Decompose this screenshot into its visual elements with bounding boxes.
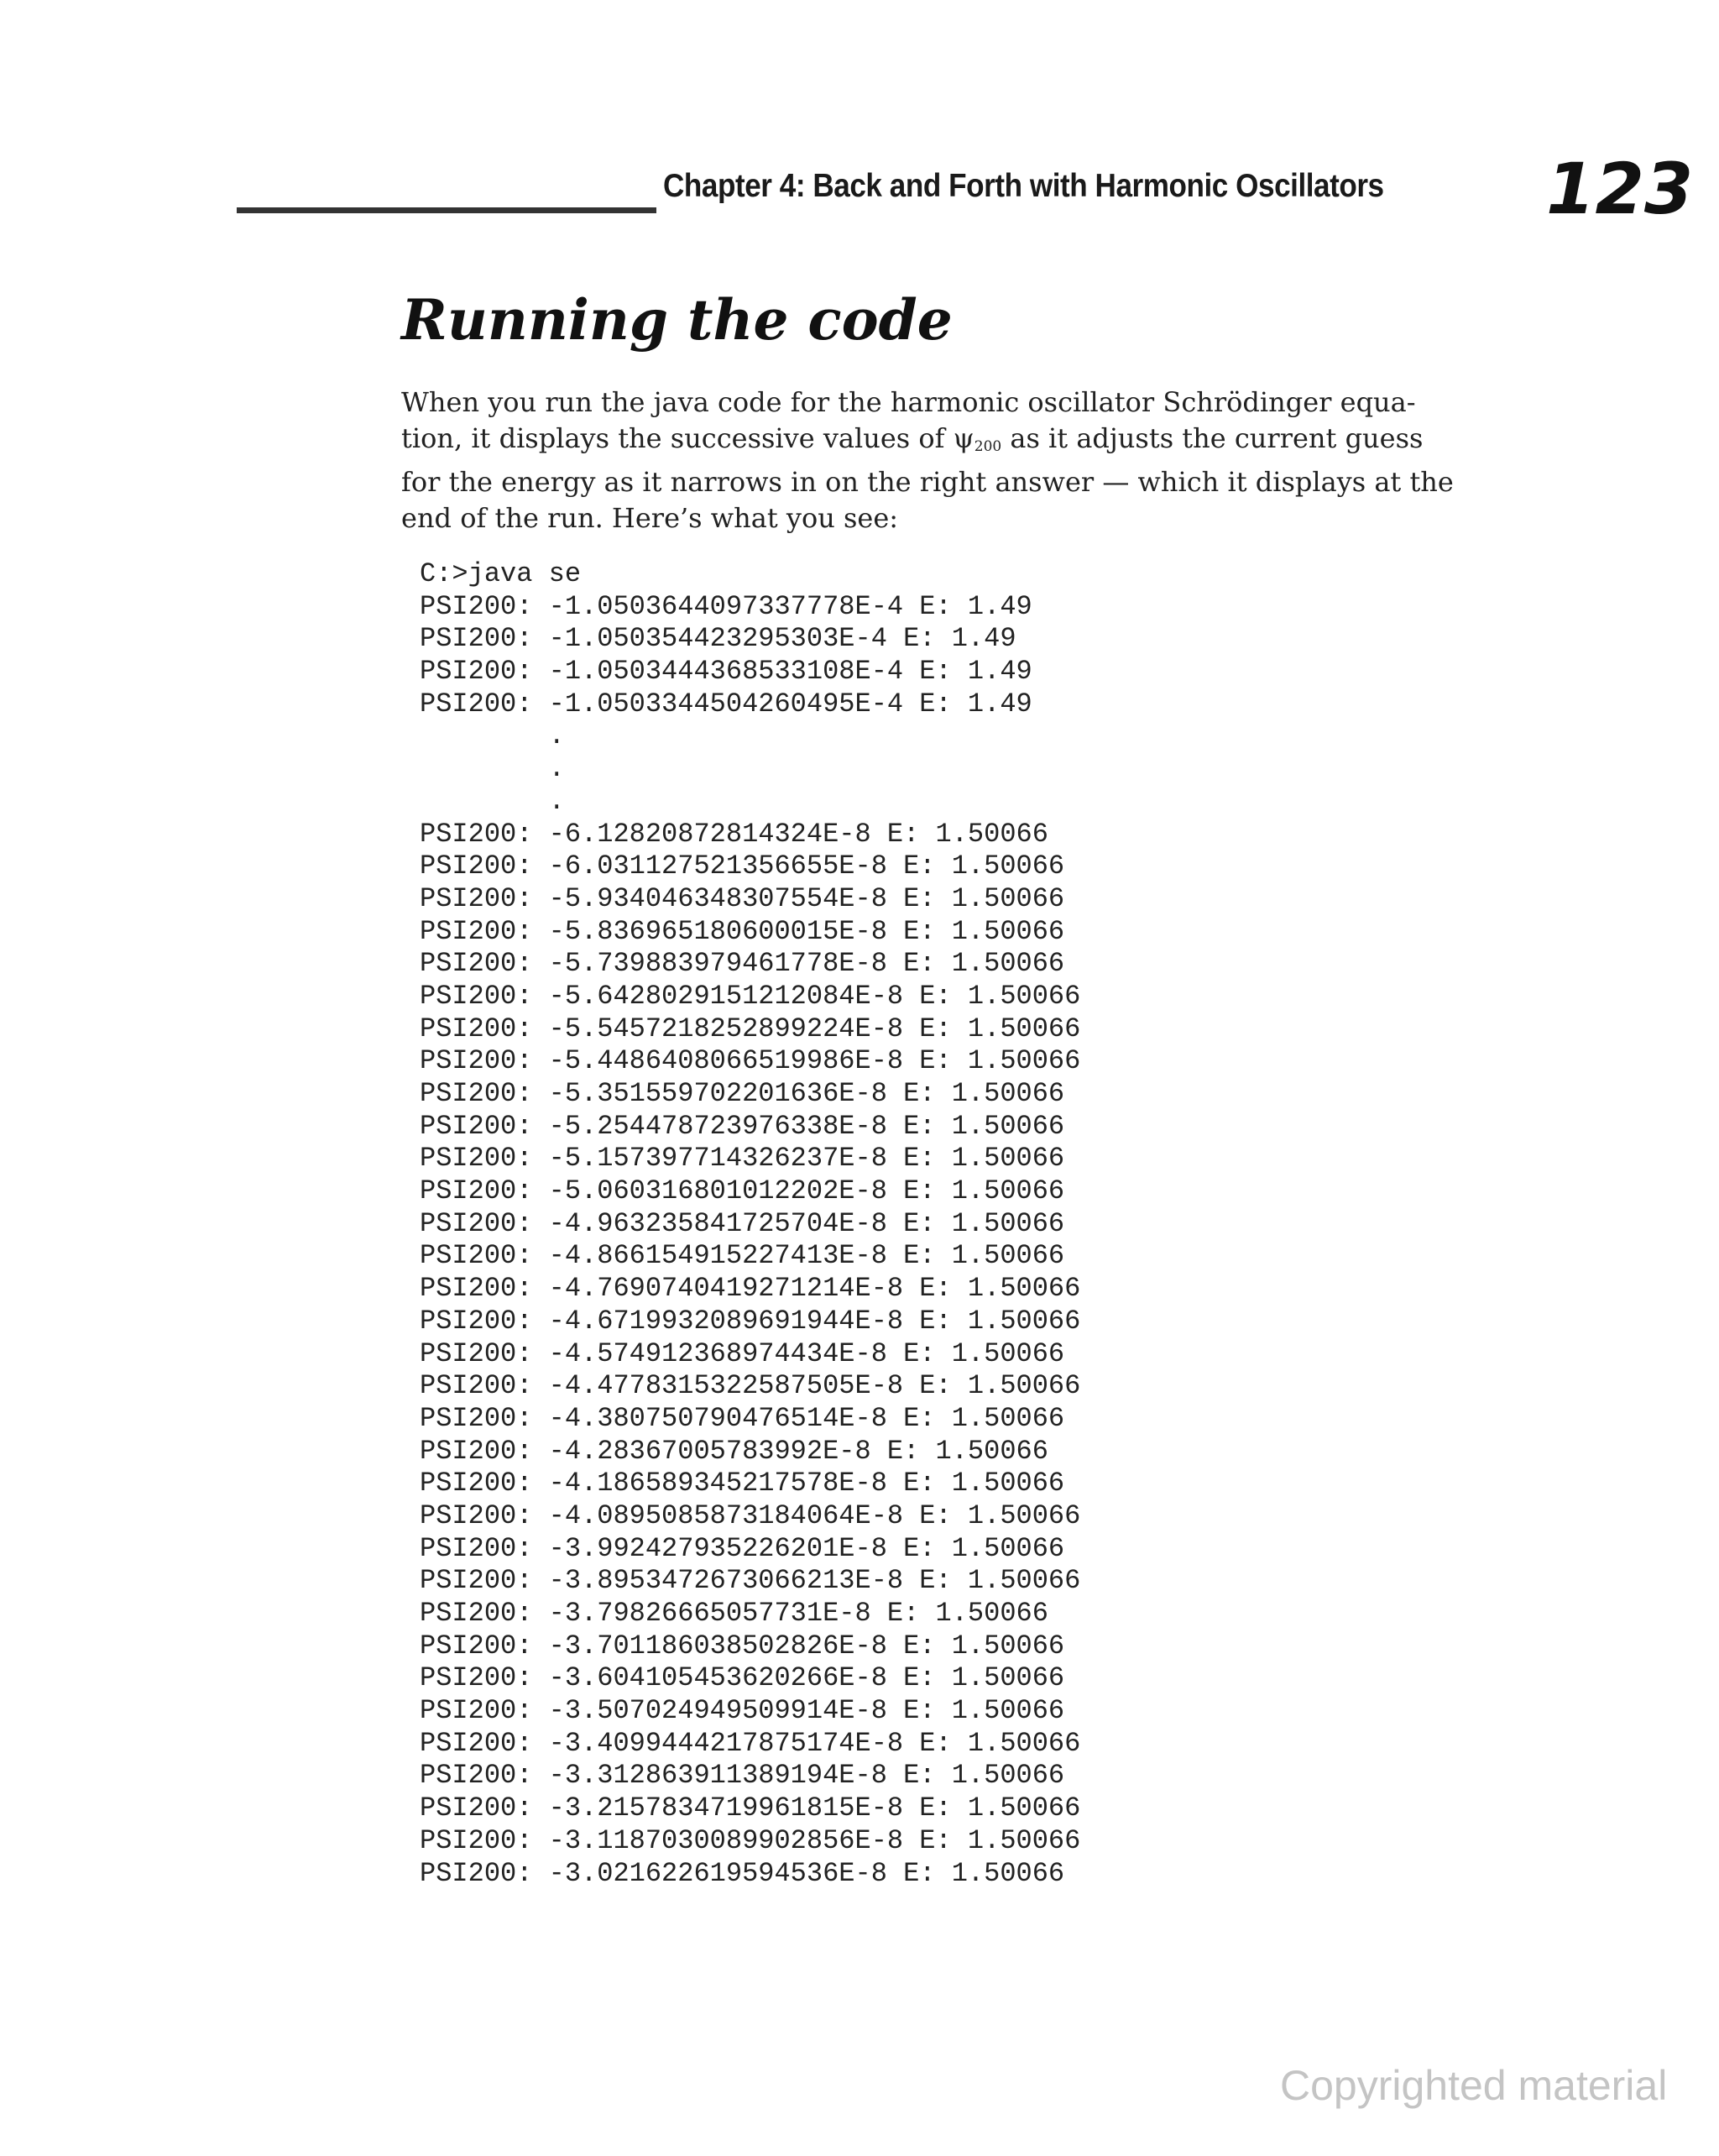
code-line: PSI200: -3.312863911389194E-8 E: 1.50066 <box>420 1760 1065 1792</box>
section-title: Running the code <box>401 287 953 353</box>
code-line: PSI200: -4.0895085873184064E-8 E: 1.50066 <box>420 1499 1081 1531</box>
code-line: PSI200: -3.79826665057731E-8 E: 1.50066 <box>420 1598 1048 1629</box>
code-line: PSI200: -3.021622619594536E-8 E: 1.50066 <box>420 1857 1065 1889</box>
code-line: PSI200: -5.6428029151212084E-8 E: 1.50066 <box>420 980 1081 1012</box>
code-line: PSI200: -1.0503644097337778E-4 E: 1.49 <box>420 590 1032 622</box>
code-line: PSI200: -3.604105453620266E-8 E: 1.50066 <box>420 1662 1065 1694</box>
code-line: PSI200: -3.992427935226201E-8 E: 1.50066 <box>420 1532 1065 1564</box>
code-line: PSI200: -4.574912368974434E-8 E: 1.50066 <box>420 1337 1065 1369</box>
code-line: PSI200: -5.157397714326237E-8 E: 1.50066 <box>420 1143 1065 1175</box>
code-line: PSI200: -6.031127521356655E-8 E: 1.50066 <box>420 850 1065 882</box>
code-line: . <box>420 753 565 785</box>
code-line: PSI200: -4.186589345217578E-8 E: 1.50066 <box>420 1468 1065 1499</box>
code-line: PSI200: -1.0503344504260495E-4 E: 1.49 <box>420 688 1032 720</box>
header-rule <box>237 207 656 213</box>
code-line: PSI200: -4.28367005783992E-8 E: 1.50066 <box>420 1435 1048 1467</box>
code-line: PSI200: -4.6719932089691944E-8 E: 1.50066 <box>420 1305 1081 1337</box>
running-head: Chapter 4: Back and Forth with Harmonic Oscillators <box>663 168 1384 204</box>
copyright-watermark: Copyrighted material <box>1280 2062 1668 2109</box>
psi-subscript: 200 <box>974 437 1002 455</box>
code-line: . <box>420 720 565 752</box>
code-line: PSI200: -3.8953472673066213E-8 E: 1.50066 <box>420 1565 1081 1597</box>
code-line: PSI200: -4.866154915227413E-8 E: 1.50066 <box>420 1240 1065 1272</box>
code-output-listing <box>420 558 1080 1890</box>
code-line: PSI200: -5.351559702201636E-8 E: 1.50066 <box>420 1078 1065 1109</box>
code-line: PSI200: -5.5457218252899224E-8 E: 1.50066 <box>420 1013 1081 1044</box>
intro-line <box>401 421 1492 465</box>
code-line: PSI200: -5.934046348307554E-8 E: 1.50066 <box>420 882 1065 914</box>
code-line: . <box>420 785 565 817</box>
code-line: PSI200: -5.836965180600015E-8 E: 1.50066 <box>420 915 1065 947</box>
code-line: PSI200: -4.963235841725704E-8 E: 1.50066 <box>420 1207 1065 1239</box>
code-line: PSI200: -1.050354423295303E-4 E: 1.49 <box>420 623 1016 655</box>
code-line: PSI200: -3.4099444217875174E-8 E: 1.50066 <box>420 1727 1081 1759</box>
code-line: PSI200: -5.739883979461778E-8 E: 1.50066 <box>420 948 1065 980</box>
code-line: PSI200: -4.380750790476514E-8 E: 1.50066 <box>420 1402 1065 1434</box>
intro-line: When you run the java code for the harmonic oscillator Schrödinger equa- <box>401 386 1416 418</box>
code-line: C:>java se <box>420 558 582 589</box>
intro-line: for the energy as it narrows in on the right answer — which it displays at the <box>401 466 1454 498</box>
page-number: 123 <box>1546 148 1694 230</box>
intro-paragraph <box>401 385 1492 536</box>
code-line: PSI200: -1.0503444368533108E-4 E: 1.49 <box>420 656 1032 688</box>
code-line: PSI200: -3.507024949509914E-8 E: 1.50066 <box>420 1695 1065 1727</box>
code-line: PSI200: -3.2157834719961815E-8 E: 1.50066 <box>420 1792 1081 1824</box>
intro-text: as it adjusts the current guess <box>1001 421 1424 454</box>
intro-line: end of the run. Here’s what you see: <box>401 501 899 534</box>
code-line: PSI200: -5.4486408066519986E-8 E: 1.50066 <box>420 1045 1081 1077</box>
code-line: PSI200: -3.701186038502826E-8 E: 1.50066 <box>420 1630 1065 1661</box>
code-line: PSI200: -3.1187030089902856E-8 E: 1.50066 <box>420 1824 1081 1856</box>
intro-text: tion, it displays the successive values of ψ <box>401 421 974 454</box>
code-line: PSI200: -5.060316801012202E-8 E: 1.50066 <box>420 1175 1065 1207</box>
code-line: PSI200: -4.7690740419271214E-8 E: 1.50066 <box>420 1273 1081 1305</box>
code-line: PSI200: -6.12820872814324E-8 E: 1.50066 <box>420 818 1048 850</box>
code-line: PSI200: -5.254478723976338E-8 E: 1.50066 <box>420 1110 1065 1142</box>
code-line: PSI200: -4.4778315322587505E-8 E: 1.50066 <box>420 1370 1081 1402</box>
